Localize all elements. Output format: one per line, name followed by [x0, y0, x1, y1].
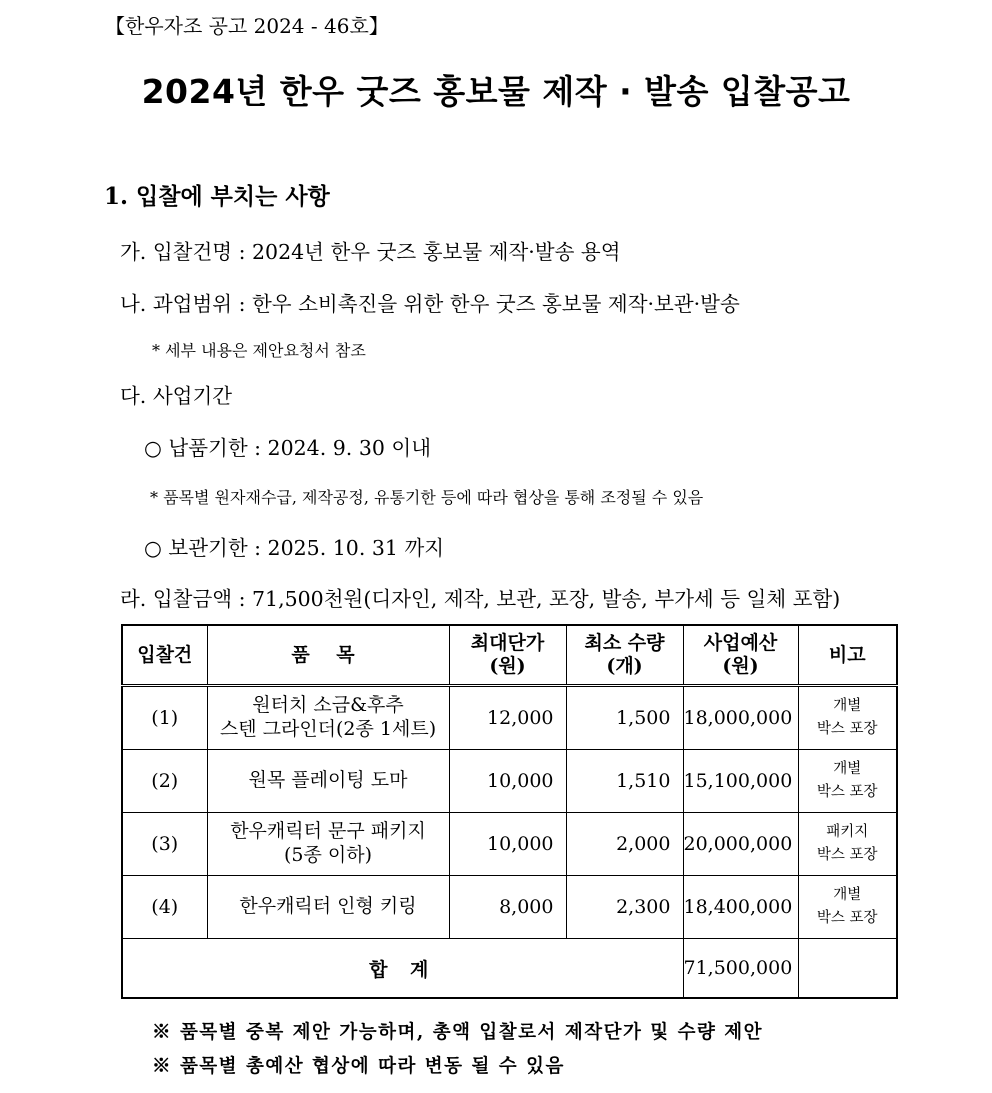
row-item-name-line1: 원터치 소금&후추 — [252, 694, 404, 717]
row-remark-line2: 박스 포장 — [816, 721, 878, 737]
row-min-qty: 1,500 — [566, 686, 683, 750]
row-remark-line1: 패키지 — [826, 823, 869, 840]
table-row — [122, 876, 897, 939]
row-max-price: 10,000 — [449, 750, 566, 813]
header-budget — [683, 625, 798, 686]
header-budget-unit: (원) — [722, 655, 759, 677]
row-item-name: 한우캐릭터 인형 키링 — [207, 876, 449, 939]
table-row — [122, 750, 897, 813]
row-remark-line1: 개별 — [833, 760, 862, 777]
row-remark-line2: 박스 포장 — [816, 910, 878, 926]
header-max-price-unit: (원) — [489, 655, 526, 677]
row-number: (4) — [122, 876, 207, 939]
row-item-name-line2: (5종 이하) — [283, 844, 372, 866]
header-bid: 입찰건 — [122, 625, 207, 686]
bid-items-table — [121, 624, 896, 999]
table-total-row — [122, 939, 897, 999]
item-na-scope: 나. 과업범위 : 한우 소비촉진을 위한 한우 굿즈 홍보물 제작·보관·발송 — [120, 292, 740, 316]
row-remark — [798, 813, 897, 876]
note-scope-detail: * 세부 내용은 제안요청서 참조 — [152, 341, 366, 360]
row-remark-line1: 개별 — [833, 697, 862, 714]
footnote-duplicate-proposal: ※ 품목별 중복 제안 가능하며, 총액 입찰로서 제작단가 및 수량 제안 — [152, 1022, 763, 1043]
total-budget: 71,500,000 — [683, 939, 798, 999]
row-min-qty: 2,300 — [566, 876, 683, 939]
row-number: (2) — [122, 750, 207, 813]
table-header-row — [122, 625, 897, 686]
row-remark-line2: 박스 포장 — [816, 847, 878, 863]
header-budget-label: 사업예산 — [703, 632, 778, 655]
header-max-price-label: 최대단가 — [470, 632, 545, 655]
section-heading: 1. 입찰에 부치는 사항 — [104, 183, 330, 210]
row-item-name — [207, 813, 449, 876]
table-row — [122, 686, 897, 750]
row-remark — [798, 750, 897, 813]
row-budget: 18,000,000 — [683, 686, 798, 750]
header-max-price — [449, 625, 566, 686]
row-number: (1) — [122, 686, 207, 750]
row-item-name: 원목 플레이팅 도마 — [207, 750, 449, 813]
row-remark — [798, 686, 897, 750]
total-label: 합 계 — [122, 939, 683, 999]
notice-number: 【한우자조 공고 2024 - 46호】 — [105, 14, 389, 38]
item-ra-bid-amount: 라. 입찰금액 : 71,500천원(디자인, 제작, 보관, 포장, 발송, 부가세 등 일체 포함) — [120, 587, 841, 611]
row-min-qty: 1,510 — [566, 750, 683, 813]
delivery-deadline: ○ 납품기한 : 2024. 9. 30 이내 — [144, 436, 432, 460]
note-delivery-adjust: * 품목별 원자재수급, 제작공정, 유통기한 등에 따라 협상을 통해 조정될 수 있음 — [150, 488, 704, 507]
row-remark — [798, 876, 897, 939]
item-ga-bid-name: 가. 입찰건명 : 2024년 한우 굿즈 홍보물 제작·발송 용역 — [120, 240, 621, 264]
header-min-qty-unit: (개) — [606, 655, 643, 677]
row-max-price: 12,000 — [449, 686, 566, 750]
row-budget: 15,100,000 — [683, 750, 798, 813]
row-remark-line1: 개별 — [833, 886, 862, 903]
footnote-budget-variation: ※ 품목별 총예산 협상에 따라 변동 될 수 있음 — [152, 1056, 565, 1077]
header-min-qty-label: 최소 수량 — [584, 632, 665, 655]
row-budget: 20,000,000 — [683, 813, 798, 876]
row-item-name — [207, 686, 449, 750]
total-remark — [798, 939, 897, 999]
header-item: 품 목 — [207, 625, 449, 686]
row-item-name-line2: 스텐 그라인더(2종 1세트) — [219, 718, 437, 740]
row-budget: 18,400,000 — [683, 876, 798, 939]
header-min-qty — [566, 625, 683, 686]
row-max-price: 8,000 — [449, 876, 566, 939]
row-max-price: 10,000 — [449, 813, 566, 876]
row-item-name-line1: 한우캐릭터 문구 패키지 — [230, 820, 426, 843]
row-min-qty: 2,000 — [566, 813, 683, 876]
document-title: 2024년 한우 굿즈 홍보물 제작 · 발송 입찰공고 — [141, 72, 851, 111]
storage-deadline: ○ 보관기한 : 2025. 10. 31 까지 — [144, 536, 445, 560]
table-row — [122, 813, 897, 876]
header-remarks: 비고 — [798, 625, 897, 686]
row-remark-line2: 박스 포장 — [816, 784, 878, 800]
item-da-period: 다. 사업기간 — [120, 384, 233, 408]
row-number: (3) — [122, 813, 207, 876]
